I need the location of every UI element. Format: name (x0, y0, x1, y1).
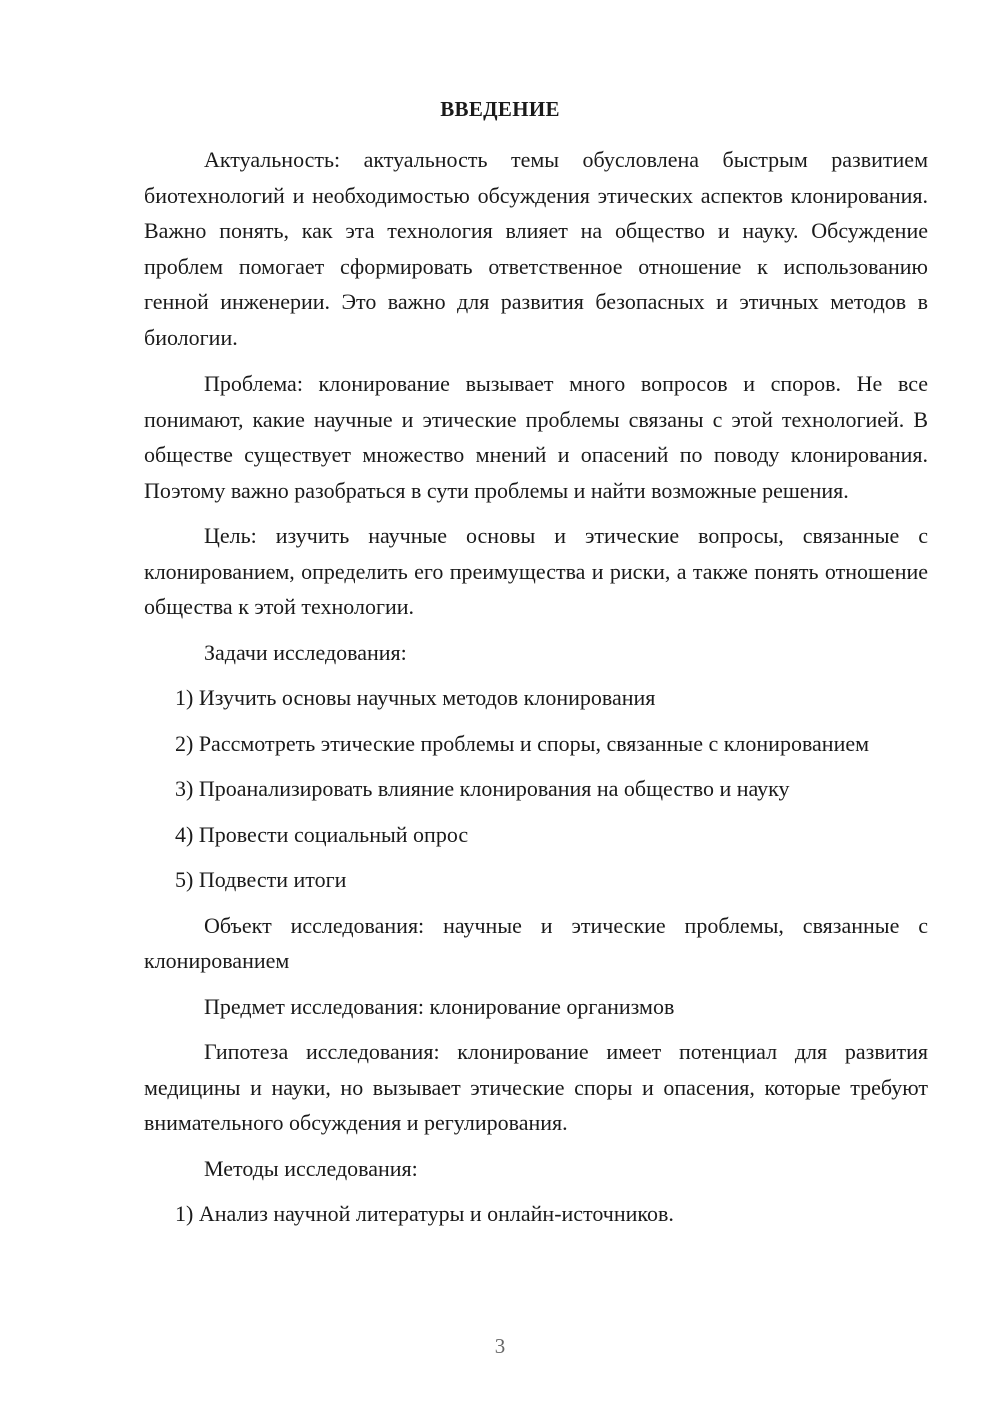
paragraph-problem: Проблема: клонирование вызывает много вопросов и споров. Не все понимают, какие научные и этические проблемы связаны с этой технологией. В обществе существует множество мнений и опасений по поводу клонирования. Поэтому важно разобраться в сути проблемы и найти возможные решения. (144, 371, 928, 503)
paragraph-relevance: Актуальность: актуальность темы обусловлена быстрым развитием биотехнологий и необходимостью обсуждения этических аспектов клонирования. Важно понять, как эта технология влияет на общество и науку. Обсуждение проблем помогает сформировать ответственное отношение к использованию генной инженерии. Это важно для развития безопасных и этичных методов в биологии. (144, 147, 928, 350)
section-title: ВВЕДЕНИЕ (440, 97, 560, 121)
task-item-5: 5) Подвести итоги (175, 867, 347, 892)
paragraph-object: Объект исследования: научные и этические проблемы, связанные с клонированием (144, 912, 928, 973)
page-number: 3 (494, 1334, 506, 1358)
method-item-1: 1) Анализ научной литературы и онлайн-источников. (175, 1201, 674, 1226)
body-text (144, 142, 928, 1232)
paragraph-methods-heading: Методы исследования: (204, 1155, 418, 1181)
paragraph-hypothesis: Гипотеза исследования: клонирование имеет потенциал для развития медицины и науки, но вызывает этические споры и опасения, которые требуют внимательного обсуждения и регулирования. (144, 1039, 928, 1135)
paragraph-subject: Предмет исследования: клонирование организмов (204, 993, 675, 1019)
task-item-2: 2) Рассмотреть этические проблемы и споры, связанные с клонированием (175, 730, 870, 756)
task-item-4: 4) Провести социальный опрос (175, 821, 469, 847)
paragraph-tasks-heading: Задачи исследования: (204, 639, 407, 665)
task-item-1: 1) Изучить основы научных методов клонирования (175, 685, 656, 710)
task-item-3: 3) Проанализировать влияние клонирования на общество и науку (175, 776, 790, 801)
paragraph-goal: Цель: изучить научные основы и этические вопросы, связанные с клонированием, определить его преимущества и риски, а также понять отношение общества к этой технологии. (144, 523, 928, 619)
